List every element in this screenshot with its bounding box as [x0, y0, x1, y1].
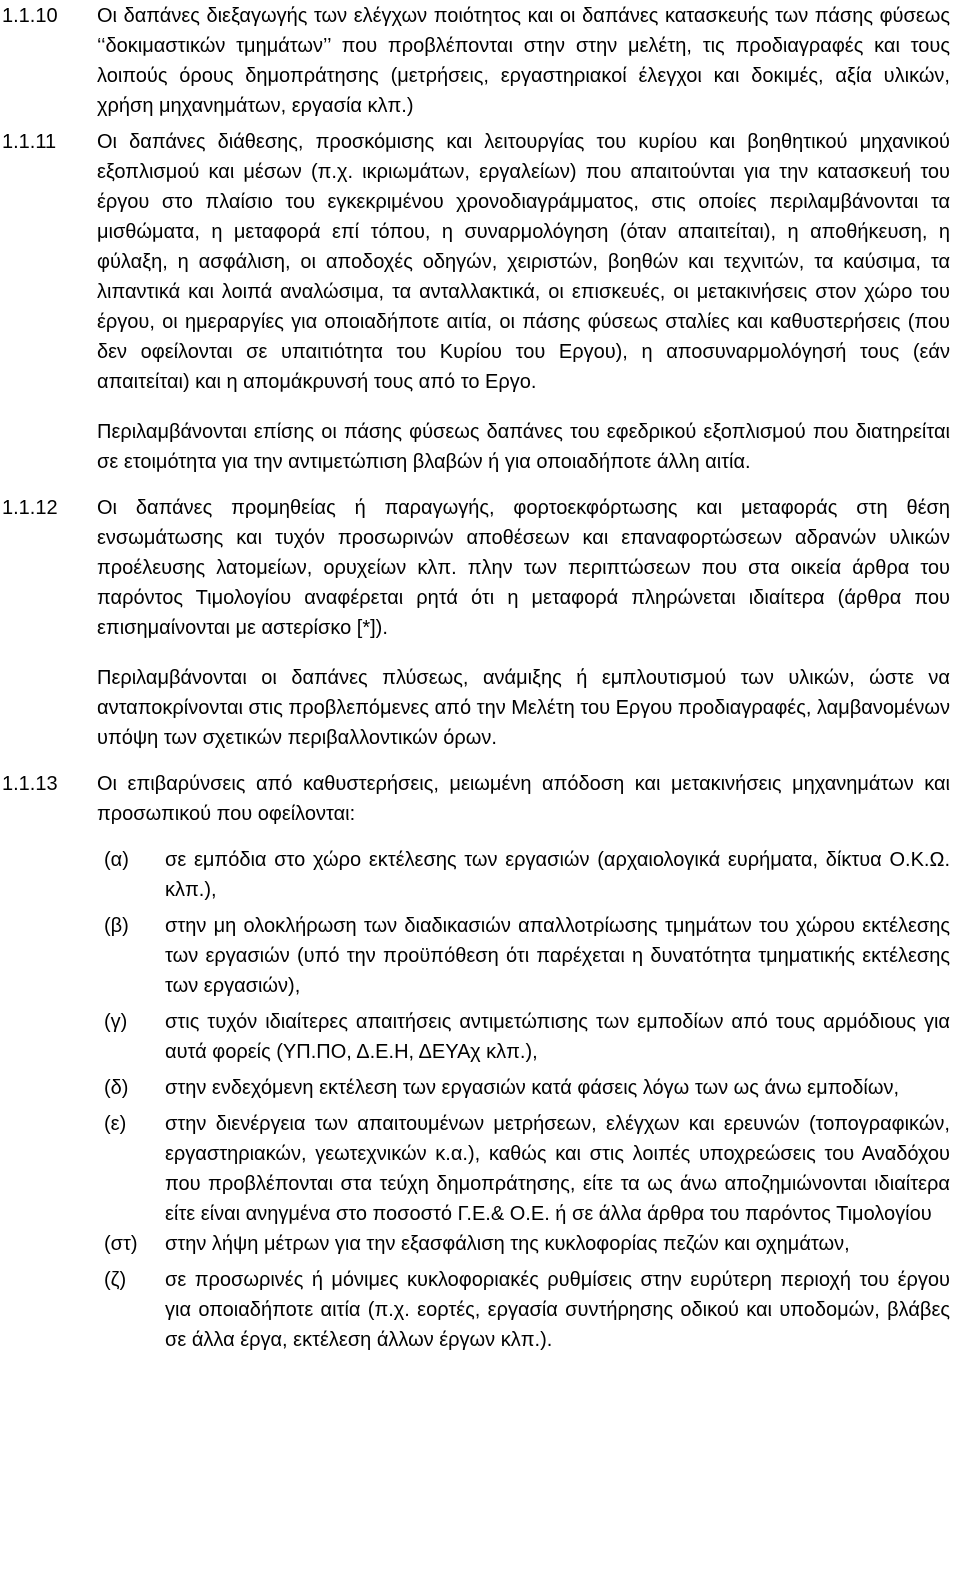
list-item-text: στις τυχόν ιδιαίτερες απαιτήσεις αντιμετώπισης των εμποδίων από τους αρμόδιους για αυτά φορείς (ΥΠ.ΠΟ, Δ.Ε.Η, ΔΕΥΑχ κλπ.),	[165, 1011, 950, 1063]
list-item-text: σε εμπόδια στο χώρο εκτέλεσης των εργασιών (αρχαιολογικά ευρήματα, δίκτυα Ο.Κ.Ω. κλπ.),	[165, 849, 950, 901]
list-item	[0, 1109, 960, 1229]
list-item-text: στην διενέργεια των απαιτουμένων μετρήσεων, ελέγχων και ερευνών (τοπογραφικών, εργαστηριακών, γεωτεχνικών κ.α.), καθώς και στις λοιπές υποχρεώσεις του Αναδόχου που προβλέπονται στα τεύχη δημοπράτησης, είτε τα ως άνω αποζημιώνονται ιδιαίτερα είτε είναι ανηγμένα στο ποσοστό Γ.Ε.& Ο.Ε. ή σε άλλα άρθρα του παρόντος Τιμολογίου	[165, 1113, 950, 1225]
list-item-label: (ζ)	[104, 1269, 127, 1291]
section-1-1-13	[0, 769, 960, 829]
cause-list	[0, 845, 960, 1355]
section-number: 1.1.11	[2, 131, 57, 153]
list-item	[0, 845, 960, 905]
list-item	[0, 1265, 960, 1355]
section-text: Οι δαπάνες προμηθείας ή παραγωγής, φορτοεκφόρτωσης και μεταφοράς στη θέση ενσωμάτωσης και τυχόν προσωρινών αποθέσεων και επαναφορτώσεων αδρανών υλικών προέλευσης λατομείων, ορυχείων κλπ. πλην των περιπτώσεων που στα οικεία άρθρα του παρόντος Τιμολογίου αναφέρεται ρητά ότι η μεταφορά πληρώνεται ιδιαίτερα (άρθρα που επισημαίνονται με αστερίσκο [*]).	[97, 497, 950, 639]
list-item-label: (ε)	[104, 1113, 127, 1135]
section-1-1-10	[0, 1, 960, 121]
list-item-text: στην λήψη μέτρων για την εξασφάλιση της κυκλοφορίας πεζών και οχημάτων,	[165, 1233, 850, 1255]
list-item-text: σε προσωρινές ή μόνιμες κυκλοφοριακές ρυθμίσεις στην ευρύτερη περιοχή του έργου για οποιαδήποτε αιτία (π.χ. εορτές, εργασία συντήρησης οδικού και υποδομών, βλάβες σε άλλα έργα, εκτέλεση άλλων έργων κλπ.).	[165, 1269, 950, 1351]
list-item-label: (α)	[104, 849, 129, 871]
list-item-text: στην ενδεχόμενη εκτέλεση των εργασιών κατά φάσεις λόγω των ως άνω εμποδίων,	[165, 1077, 900, 1099]
section-number: 1.1.12	[2, 497, 58, 519]
section-1-1-11	[0, 127, 960, 477]
section-number: 1.1.10	[2, 5, 58, 27]
list-item	[0, 1229, 960, 1259]
section-text: Οι δαπάνες διάθεσης, προσκόμισης και λειτουργίας του κυρίου και βοηθητικού μηχανικού εξοπλισμού και μέσων (π.χ. ικριωμάτων, εργαλείων) που απαιτούνται για την κατασκευή του έργου στο πλαίσιο του εγκεκριμένου χρονοδιαγράμματος, στις οποίες περιλαμβάνονται τα μισθώματα, η μεταφορά επί τόπου, η συναρμολόγηση (όταν απαιτείται), η αποθήκευση, η φύλαξη, η ασφάλιση, οι αποδοχές οδηγών, χειριστών, βοηθών και τεχνιτών, τα καύσιμα, τα λιπαντικά και λοιπά αναλώσιμα, τα ανταλλακτικά, οι επισκευές, οι μετακινήσεις στον χώρο του έργου, οι ημεραργίες για οποιαδήποτε αιτία, οι πάσης φύσεως σταλίες και καθυστερήσεις (που δεν οφείλονται σε υπαιτιότητα του Κυρίου του Εργου), η αποσυναρμολόγησή τους (εάν απαιτείται) και η απομάκρυνσή τους από το Εργο.	[97, 131, 950, 393]
section-text: Οι δαπάνες διεξαγωγής των ελέγχων ποιότητος και οι δαπάνες κατασκευής των πάσης φύσεως ‘‘δοκιμαστικών τμημάτων’’ που προβλέπονται στην στην μελέτη, τις προδιαγραφές και τους λοιπούς όρους δημοπράτησης (μετρήσεις, εργαστηριακοί έλεγχοι και δοκιμές, αξία υλικών, χρήση μηχανημάτων, εργασία κλπ.)	[97, 5, 950, 117]
section-extra-paragraph: Περιλαμβάνονται επίσης οι πάσης φύσεως δαπάνες του εφεδρικού εξοπλισμού που διατηρείται σε ετοιμότητα για την αντιμετώπιση βλαβών ή για οποιαδήποτε άλλη αιτία.	[97, 421, 950, 473]
list-item-text: στην μη ολοκλήρωση των διαδικασιών απαλλοτρίωσης τμημάτων του χώρου εκτέλεσης των εργασιών (υπό την προϋπόθεση ότι παρέχεται η δυνατότητα τμηματικής εκτέλεσης των εργασιών),	[165, 915, 950, 997]
list-item-label: (γ)	[104, 1011, 128, 1033]
list-item	[0, 1073, 960, 1103]
section-1-1-12	[0, 493, 960, 753]
list-item	[0, 1007, 960, 1067]
list-item-label: (δ)	[104, 1077, 129, 1099]
section-text: Οι επιβαρύνσεις από καθυστερήσεις, μειωμένη απόδοση και μετακινήσεις μηχανημάτων και προσωπικού που οφείλονται:	[97, 773, 950, 825]
list-item-label: (β)	[104, 915, 129, 937]
section-number: 1.1.13	[2, 773, 58, 795]
list-item	[0, 911, 960, 1001]
section-extra-paragraph: Περιλαμβάνονται οι δαπάνες πλύσεως, ανάμιξης ή εμπλουτισμού των υλικών, ώστε να ανταποκρίνονται στις προβλεπόμενες από την Μελέτη του Εργου προδιαγραφές, λαμβανομένων υπόψη των σχετικών περιβαλλοντικών όρων.	[97, 667, 950, 749]
list-item-label: (στ)	[104, 1233, 138, 1255]
